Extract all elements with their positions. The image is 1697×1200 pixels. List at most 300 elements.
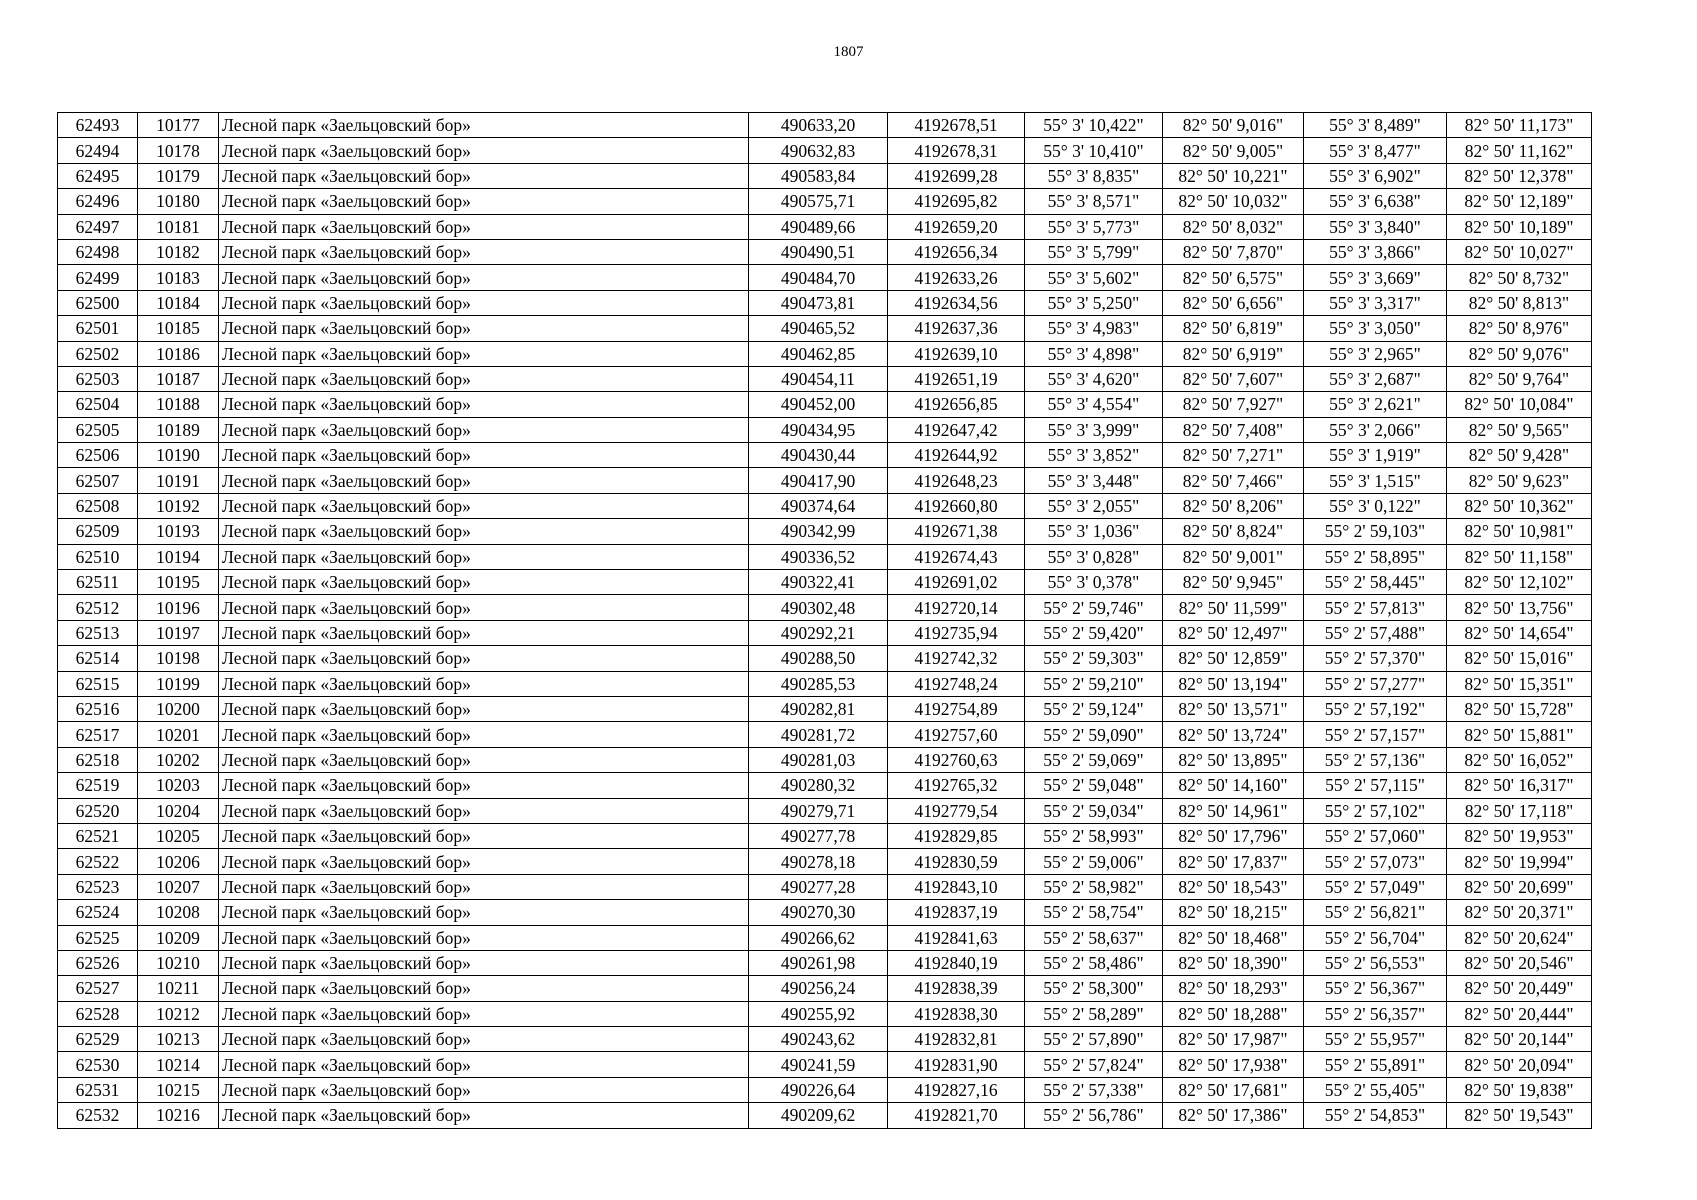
coord-x-cell: 490256,24 — [749, 976, 888, 1001]
longitude-1-cell: 82° 50' 14,961" — [1163, 798, 1304, 823]
object-name-cell: Лесной парк «Заельцовский бор» — [219, 138, 749, 163]
latitude-2-cell: 55° 2' 58,895" — [1304, 544, 1447, 569]
latitude-2-cell: 55° 3' 2,687" — [1304, 366, 1447, 391]
object-name-cell: Лесной парк «Заельцовский бор» — [219, 189, 749, 214]
table-row — [58, 823, 1592, 848]
row-number-cell: 62493 — [58, 113, 138, 138]
row-number-cell: 62504 — [58, 392, 138, 417]
longitude-2-cell: 82° 50' 15,728" — [1447, 696, 1592, 721]
row-number-cell: 62497 — [58, 214, 138, 239]
point-number-cell: 10201 — [138, 722, 219, 747]
coord-y-cell: 4192656,85 — [888, 392, 1025, 417]
table-row — [58, 265, 1592, 290]
point-number-cell: 10195 — [138, 570, 219, 595]
coord-x-cell: 490292,21 — [749, 620, 888, 645]
longitude-1-cell: 82° 50' 7,927" — [1163, 392, 1304, 417]
longitude-1-cell: 82° 50' 13,194" — [1163, 671, 1304, 696]
coord-y-cell: 4192742,32 — [888, 646, 1025, 671]
latitude-2-cell: 55° 3' 3,840" — [1304, 214, 1447, 239]
latitude-1-cell: 55° 3' 3,999" — [1025, 417, 1163, 442]
coord-x-cell: 490279,71 — [749, 798, 888, 823]
latitude-1-cell: 55° 2' 58,289" — [1025, 1001, 1163, 1026]
coord-x-cell: 490278,18 — [749, 849, 888, 874]
latitude-2-cell: 55° 3' 1,919" — [1304, 443, 1447, 468]
row-number-cell: 62527 — [58, 976, 138, 1001]
table-row — [58, 773, 1592, 798]
table-row — [58, 189, 1592, 214]
latitude-1-cell: 55° 2' 58,754" — [1025, 900, 1163, 925]
coord-y-cell: 4192840,19 — [888, 950, 1025, 975]
object-name-cell: Лесной парк «Заельцовский бор» — [219, 544, 749, 569]
object-name-cell: Лесной парк «Заельцовский бор» — [219, 798, 749, 823]
object-name-cell: Лесной парк «Заельцовский бор» — [219, 925, 749, 950]
longitude-2-cell: 82° 50' 10,981" — [1447, 519, 1592, 544]
longitude-1-cell: 82° 50' 17,386" — [1163, 1103, 1304, 1128]
coordinates-table — [57, 112, 1592, 1129]
coord-y-cell: 4192671,38 — [888, 519, 1025, 544]
table-row — [58, 646, 1592, 671]
latitude-2-cell: 55° 2' 58,445" — [1304, 570, 1447, 595]
coord-x-cell: 490322,41 — [749, 570, 888, 595]
latitude-1-cell: 55° 3' 4,554" — [1025, 392, 1163, 417]
coord-y-cell: 4192637,36 — [888, 316, 1025, 341]
coord-x-cell: 490241,59 — [749, 1052, 888, 1077]
latitude-1-cell: 55° 3' 5,250" — [1025, 290, 1163, 315]
latitude-1-cell: 55° 3' 5,602" — [1025, 265, 1163, 290]
object-name-cell: Лесной парк «Заельцовский бор» — [219, 1052, 749, 1077]
table-row — [58, 290, 1592, 315]
longitude-1-cell: 82° 50' 7,870" — [1163, 239, 1304, 264]
object-name-cell: Лесной парк «Заельцовский бор» — [219, 163, 749, 188]
latitude-2-cell: 55° 3' 2,066" — [1304, 417, 1447, 442]
table-row — [58, 1052, 1592, 1077]
object-name-cell: Лесной парк «Заельцовский бор» — [219, 747, 749, 772]
point-number-cell: 10209 — [138, 925, 219, 950]
row-number-cell: 62500 — [58, 290, 138, 315]
longitude-2-cell: 82° 50' 17,118" — [1447, 798, 1592, 823]
object-name-cell: Лесной парк «Заельцовский бор» — [219, 1027, 749, 1052]
coord-y-cell: 4192838,39 — [888, 976, 1025, 1001]
latitude-2-cell: 55° 2' 56,357" — [1304, 1001, 1447, 1026]
point-number-cell: 10214 — [138, 1052, 219, 1077]
latitude-2-cell: 55° 2' 57,192" — [1304, 696, 1447, 721]
coord-y-cell: 4192660,80 — [888, 493, 1025, 518]
longitude-1-cell: 82° 50' 8,824" — [1163, 519, 1304, 544]
longitude-2-cell: 82° 50' 10,084" — [1447, 392, 1592, 417]
row-number-cell: 62531 — [58, 1077, 138, 1102]
table-row — [58, 696, 1592, 721]
point-number-cell: 10194 — [138, 544, 219, 569]
coord-x-cell: 490226,64 — [749, 1077, 888, 1102]
latitude-1-cell: 55° 3' 8,571" — [1025, 189, 1163, 214]
coord-x-cell: 490430,44 — [749, 443, 888, 468]
longitude-1-cell: 82° 50' 7,271" — [1163, 443, 1304, 468]
latitude-2-cell: 55° 3' 8,489" — [1304, 113, 1447, 138]
latitude-1-cell: 55° 3' 4,620" — [1025, 366, 1163, 391]
longitude-1-cell: 82° 50' 17,796" — [1163, 823, 1304, 848]
row-number-cell: 62516 — [58, 696, 138, 721]
row-number-cell: 62521 — [58, 823, 138, 848]
coord-y-cell: 4192695,82 — [888, 189, 1025, 214]
longitude-1-cell: 82° 50' 17,987" — [1163, 1027, 1304, 1052]
latitude-2-cell: 55° 2' 55,957" — [1304, 1027, 1447, 1052]
point-number-cell: 10205 — [138, 823, 219, 848]
latitude-1-cell: 55° 2' 58,982" — [1025, 874, 1163, 899]
longitude-1-cell: 82° 50' 17,938" — [1163, 1052, 1304, 1077]
point-number-cell: 10192 — [138, 493, 219, 518]
latitude-1-cell: 55° 2' 58,993" — [1025, 823, 1163, 848]
object-name-cell: Лесной парк «Заельцовский бор» — [219, 849, 749, 874]
table-row — [58, 950, 1592, 975]
object-name-cell: Лесной парк «Заельцовский бор» — [219, 392, 749, 417]
longitude-1-cell: 82° 50' 18,468" — [1163, 925, 1304, 950]
point-number-cell: 10208 — [138, 900, 219, 925]
latitude-2-cell: 55° 2' 57,073" — [1304, 849, 1447, 874]
row-number-cell: 62528 — [58, 1001, 138, 1026]
longitude-2-cell: 82° 50' 20,699" — [1447, 874, 1592, 899]
table-row — [58, 366, 1592, 391]
point-number-cell: 10216 — [138, 1103, 219, 1128]
coord-x-cell: 490417,90 — [749, 468, 888, 493]
object-name-cell: Лесной парк «Заельцовский бор» — [219, 113, 749, 138]
latitude-2-cell: 55° 2' 59,103" — [1304, 519, 1447, 544]
longitude-1-cell: 82° 50' 12,859" — [1163, 646, 1304, 671]
row-number-cell: 62526 — [58, 950, 138, 975]
longitude-2-cell: 82° 50' 8,813" — [1447, 290, 1592, 315]
coord-x-cell: 490336,52 — [749, 544, 888, 569]
row-number-cell: 62512 — [58, 595, 138, 620]
point-number-cell: 10211 — [138, 976, 219, 1001]
longitude-1-cell: 82° 50' 9,005" — [1163, 138, 1304, 163]
point-number-cell: 10210 — [138, 950, 219, 975]
longitude-1-cell: 82° 50' 10,221" — [1163, 163, 1304, 188]
row-number-cell: 62517 — [58, 722, 138, 747]
longitude-1-cell: 82° 50' 9,001" — [1163, 544, 1304, 569]
point-number-cell: 10185 — [138, 316, 219, 341]
object-name-cell: Лесной парк «Заельцовский бор» — [219, 976, 749, 1001]
latitude-1-cell: 55° 2' 59,069" — [1025, 747, 1163, 772]
table-row — [58, 722, 1592, 747]
coord-y-cell: 4192830,59 — [888, 849, 1025, 874]
longitude-1-cell: 82° 50' 18,288" — [1163, 1001, 1304, 1026]
table-row — [58, 316, 1592, 341]
latitude-1-cell: 55° 2' 59,090" — [1025, 722, 1163, 747]
coord-y-cell: 4192633,26 — [888, 265, 1025, 290]
coord-x-cell: 490281,72 — [749, 722, 888, 747]
longitude-1-cell: 82° 50' 18,215" — [1163, 900, 1304, 925]
object-name-cell: Лесной парк «Заельцовский бор» — [219, 950, 749, 975]
longitude-1-cell: 82° 50' 7,466" — [1163, 468, 1304, 493]
latitude-1-cell: 55° 2' 59,048" — [1025, 773, 1163, 798]
coord-x-cell: 490465,52 — [749, 316, 888, 341]
row-number-cell: 62519 — [58, 773, 138, 798]
table-row — [58, 671, 1592, 696]
latitude-2-cell: 55° 3' 2,621" — [1304, 392, 1447, 417]
row-number-cell: 62503 — [58, 366, 138, 391]
coord-x-cell: 490583,84 — [749, 163, 888, 188]
object-name-cell: Лесной парк «Заельцовский бор» — [219, 874, 749, 899]
table-row — [58, 874, 1592, 899]
table-row — [58, 239, 1592, 264]
coord-x-cell: 490277,78 — [749, 823, 888, 848]
latitude-1-cell: 55° 2' 56,786" — [1025, 1103, 1163, 1128]
coord-y-cell: 4192748,24 — [888, 671, 1025, 696]
longitude-2-cell: 82° 50' 20,624" — [1447, 925, 1592, 950]
coord-x-cell: 490282,81 — [749, 696, 888, 721]
longitude-2-cell: 82° 50' 19,543" — [1447, 1103, 1592, 1128]
object-name-cell: Лесной парк «Заельцовский бор» — [219, 468, 749, 493]
object-name-cell: Лесной парк «Заельцовский бор» — [219, 341, 749, 366]
latitude-2-cell: 55° 2' 57,115" — [1304, 773, 1447, 798]
row-number-cell: 62518 — [58, 747, 138, 772]
table-row — [58, 214, 1592, 239]
object-name-cell: Лесной парк «Заельцовский бор» — [219, 570, 749, 595]
longitude-2-cell: 82° 50' 20,371" — [1447, 900, 1592, 925]
longitude-2-cell: 82° 50' 9,428" — [1447, 443, 1592, 468]
row-number-cell: 62502 — [58, 341, 138, 366]
coord-x-cell: 490484,70 — [749, 265, 888, 290]
table-row — [58, 900, 1592, 925]
latitude-2-cell: 55° 2' 57,157" — [1304, 722, 1447, 747]
latitude-1-cell: 55° 2' 57,338" — [1025, 1077, 1163, 1102]
longitude-2-cell: 82° 50' 19,953" — [1447, 823, 1592, 848]
longitude-1-cell: 82° 50' 8,032" — [1163, 214, 1304, 239]
object-name-cell: Лесной парк «Заельцовский бор» — [219, 823, 749, 848]
coord-y-cell: 4192639,10 — [888, 341, 1025, 366]
coord-y-cell: 4192837,19 — [888, 900, 1025, 925]
table-body — [58, 113, 1592, 1129]
object-name-cell: Лесной парк «Заельцовский бор» — [219, 493, 749, 518]
coord-y-cell: 4192760,63 — [888, 747, 1025, 772]
latitude-2-cell: 55° 3' 2,965" — [1304, 341, 1447, 366]
latitude-1-cell: 55° 2' 58,486" — [1025, 950, 1163, 975]
longitude-1-cell: 82° 50' 6,919" — [1163, 341, 1304, 366]
latitude-1-cell: 55° 2' 57,890" — [1025, 1027, 1163, 1052]
object-name-cell: Лесной парк «Заельцовский бор» — [219, 265, 749, 290]
row-number-cell: 62532 — [58, 1103, 138, 1128]
longitude-2-cell: 82° 50' 11,173" — [1447, 113, 1592, 138]
table-row — [58, 1001, 1592, 1026]
longitude-2-cell: 82° 50' 11,158" — [1447, 544, 1592, 569]
table-row — [58, 468, 1592, 493]
point-number-cell: 10207 — [138, 874, 219, 899]
longitude-2-cell: 82° 50' 14,654" — [1447, 620, 1592, 645]
longitude-2-cell: 82° 50' 12,102" — [1447, 570, 1592, 595]
row-number-cell: 62506 — [58, 443, 138, 468]
coord-y-cell: 4192843,10 — [888, 874, 1025, 899]
longitude-1-cell: 82° 50' 6,656" — [1163, 290, 1304, 315]
latitude-1-cell: 55° 3' 4,983" — [1025, 316, 1163, 341]
object-name-cell: Лесной парк «Заельцовский бор» — [219, 595, 749, 620]
latitude-2-cell: 55° 3' 3,669" — [1304, 265, 1447, 290]
coord-y-cell: 4192821,70 — [888, 1103, 1025, 1128]
coord-y-cell: 4192648,23 — [888, 468, 1025, 493]
table-row — [58, 138, 1592, 163]
longitude-2-cell: 82° 50' 9,764" — [1447, 366, 1592, 391]
longitude-1-cell: 82° 50' 8,206" — [1163, 493, 1304, 518]
coord-y-cell: 4192841,63 — [888, 925, 1025, 950]
object-name-cell: Лесной парк «Заельцовский бор» — [219, 214, 749, 239]
coord-y-cell: 4192829,85 — [888, 823, 1025, 848]
longitude-2-cell: 82° 50' 20,449" — [1447, 976, 1592, 1001]
latitude-2-cell: 55° 2' 56,704" — [1304, 925, 1447, 950]
row-number-cell: 62515 — [58, 671, 138, 696]
coord-x-cell: 490342,99 — [749, 519, 888, 544]
table-row — [58, 113, 1592, 138]
latitude-1-cell: 55° 3' 10,410" — [1025, 138, 1163, 163]
coord-x-cell: 490374,64 — [749, 493, 888, 518]
longitude-2-cell: 82° 50' 15,881" — [1447, 722, 1592, 747]
coord-x-cell: 490285,53 — [749, 671, 888, 696]
latitude-2-cell: 55° 2' 57,370" — [1304, 646, 1447, 671]
page-number: 1807 — [833, 44, 864, 60]
coord-y-cell: 4192644,92 — [888, 443, 1025, 468]
latitude-1-cell: 55° 3' 3,448" — [1025, 468, 1163, 493]
coord-y-cell: 4192831,90 — [888, 1052, 1025, 1077]
coord-y-cell: 4192691,02 — [888, 570, 1025, 595]
object-name-cell: Лесной парк «Заельцовский бор» — [219, 646, 749, 671]
coord-x-cell: 490280,32 — [749, 773, 888, 798]
point-number-cell: 10181 — [138, 214, 219, 239]
point-number-cell: 10188 — [138, 392, 219, 417]
longitude-1-cell: 82° 50' 6,819" — [1163, 316, 1304, 341]
latitude-1-cell: 55° 3' 0,828" — [1025, 544, 1163, 569]
point-number-cell: 10196 — [138, 595, 219, 620]
latitude-1-cell: 55° 3' 2,055" — [1025, 493, 1163, 518]
latitude-1-cell: 55° 2' 59,746" — [1025, 595, 1163, 620]
coord-y-cell: 4192720,14 — [888, 595, 1025, 620]
latitude-2-cell: 55° 2' 56,553" — [1304, 950, 1447, 975]
longitude-2-cell: 82° 50' 13,756" — [1447, 595, 1592, 620]
object-name-cell: Лесной парк «Заельцовский бор» — [219, 1103, 749, 1128]
object-name-cell: Лесной парк «Заельцовский бор» — [219, 722, 749, 747]
row-number-cell: 62496 — [58, 189, 138, 214]
latitude-1-cell: 55° 2' 59,006" — [1025, 849, 1163, 874]
longitude-1-cell: 82° 50' 13,895" — [1163, 747, 1304, 772]
latitude-2-cell: 55° 2' 57,102" — [1304, 798, 1447, 823]
coord-y-cell: 4192634,56 — [888, 290, 1025, 315]
row-number-cell: 62513 — [58, 620, 138, 645]
latitude-2-cell: 55° 3' 1,515" — [1304, 468, 1447, 493]
longitude-2-cell: 82° 50' 10,189" — [1447, 214, 1592, 239]
row-number-cell: 62510 — [58, 544, 138, 569]
object-name-cell: Лесной парк «Заельцовский бор» — [219, 1001, 749, 1026]
longitude-1-cell: 82° 50' 7,607" — [1163, 366, 1304, 391]
coord-x-cell: 490266,62 — [749, 925, 888, 950]
row-number-cell: 62524 — [58, 900, 138, 925]
coord-y-cell: 4192779,54 — [888, 798, 1025, 823]
coord-y-cell: 4192659,20 — [888, 214, 1025, 239]
latitude-2-cell: 55° 3' 0,122" — [1304, 493, 1447, 518]
table-row — [58, 1103, 1592, 1128]
latitude-1-cell: 55° 2' 59,210" — [1025, 671, 1163, 696]
point-number-cell: 10206 — [138, 849, 219, 874]
point-number-cell: 10182 — [138, 239, 219, 264]
latitude-1-cell: 55° 2' 59,034" — [1025, 798, 1163, 823]
longitude-2-cell: 82° 50' 10,027" — [1447, 239, 1592, 264]
latitude-2-cell: 55° 2' 57,813" — [1304, 595, 1447, 620]
coord-x-cell: 490434,95 — [749, 417, 888, 442]
table-row — [58, 544, 1592, 569]
point-number-cell: 10186 — [138, 341, 219, 366]
table-row — [58, 849, 1592, 874]
latitude-1-cell: 55° 3' 8,835" — [1025, 163, 1163, 188]
longitude-2-cell: 82° 50' 9,623" — [1447, 468, 1592, 493]
latitude-2-cell: 55° 2' 57,136" — [1304, 747, 1447, 772]
row-number-cell: 62507 — [58, 468, 138, 493]
point-number-cell: 10184 — [138, 290, 219, 315]
latitude-1-cell: 55° 2' 59,303" — [1025, 646, 1163, 671]
latitude-2-cell: 55° 2' 56,367" — [1304, 976, 1447, 1001]
latitude-1-cell: 55° 3' 1,036" — [1025, 519, 1163, 544]
coord-y-cell: 4192656,34 — [888, 239, 1025, 264]
table-row — [58, 163, 1592, 188]
longitude-2-cell: 82° 50' 20,094" — [1447, 1052, 1592, 1077]
table-row — [58, 443, 1592, 468]
object-name-cell: Лесной парк «Заельцовский бор» — [219, 671, 749, 696]
object-name-cell: Лесной парк «Заельцовский бор» — [219, 1077, 749, 1102]
longitude-1-cell: 82° 50' 12,497" — [1163, 620, 1304, 645]
object-name-cell: Лесной парк «Заельцовский бор» — [219, 900, 749, 925]
latitude-2-cell: 55° 3' 3,866" — [1304, 239, 1447, 264]
row-number-cell: 62529 — [58, 1027, 138, 1052]
longitude-2-cell: 82° 50' 15,351" — [1447, 671, 1592, 696]
coord-x-cell: 490288,50 — [749, 646, 888, 671]
row-number-cell: 62505 — [58, 417, 138, 442]
coord-y-cell: 4192735,94 — [888, 620, 1025, 645]
longitude-1-cell: 82° 50' 18,390" — [1163, 950, 1304, 975]
row-number-cell: 62520 — [58, 798, 138, 823]
table-row — [58, 1027, 1592, 1052]
longitude-2-cell: 82° 50' 20,444" — [1447, 1001, 1592, 1026]
coord-x-cell: 490281,03 — [749, 747, 888, 772]
longitude-2-cell: 82° 50' 20,546" — [1447, 950, 1592, 975]
longitude-1-cell: 82° 50' 9,016" — [1163, 113, 1304, 138]
latitude-1-cell: 55° 2' 59,124" — [1025, 696, 1163, 721]
row-number-cell: 62523 — [58, 874, 138, 899]
latitude-1-cell: 55° 3' 3,852" — [1025, 443, 1163, 468]
longitude-1-cell: 82° 50' 13,571" — [1163, 696, 1304, 721]
coord-x-cell: 490255,92 — [749, 1001, 888, 1026]
latitude-1-cell: 55° 2' 59,420" — [1025, 620, 1163, 645]
coord-x-cell: 490277,28 — [749, 874, 888, 899]
latitude-2-cell: 55° 3' 6,638" — [1304, 189, 1447, 214]
object-name-cell: Лесной парк «Заельцовский бор» — [219, 519, 749, 544]
longitude-2-cell: 82° 50' 15,016" — [1447, 646, 1592, 671]
coord-x-cell: 490575,71 — [749, 189, 888, 214]
coord-x-cell: 490209,62 — [749, 1103, 888, 1128]
coord-x-cell: 490490,51 — [749, 239, 888, 264]
table-row — [58, 976, 1592, 1001]
point-number-cell: 10200 — [138, 696, 219, 721]
point-number-cell: 10183 — [138, 265, 219, 290]
row-number-cell: 62499 — [58, 265, 138, 290]
coord-y-cell: 4192832,81 — [888, 1027, 1025, 1052]
longitude-1-cell: 82° 50' 13,724" — [1163, 722, 1304, 747]
latitude-1-cell: 55° 3' 10,422" — [1025, 113, 1163, 138]
point-number-cell: 10199 — [138, 671, 219, 696]
coord-y-cell: 4192647,42 — [888, 417, 1025, 442]
coord-x-cell: 490302,48 — [749, 595, 888, 620]
longitude-2-cell: 82° 50' 9,076" — [1447, 341, 1592, 366]
point-number-cell: 10215 — [138, 1077, 219, 1102]
table-row — [58, 595, 1592, 620]
coord-y-cell: 4192757,60 — [888, 722, 1025, 747]
table-row — [58, 493, 1592, 518]
point-number-cell: 10190 — [138, 443, 219, 468]
latitude-2-cell: 55° 3' 3,317" — [1304, 290, 1447, 315]
coord-x-cell: 490489,66 — [749, 214, 888, 239]
